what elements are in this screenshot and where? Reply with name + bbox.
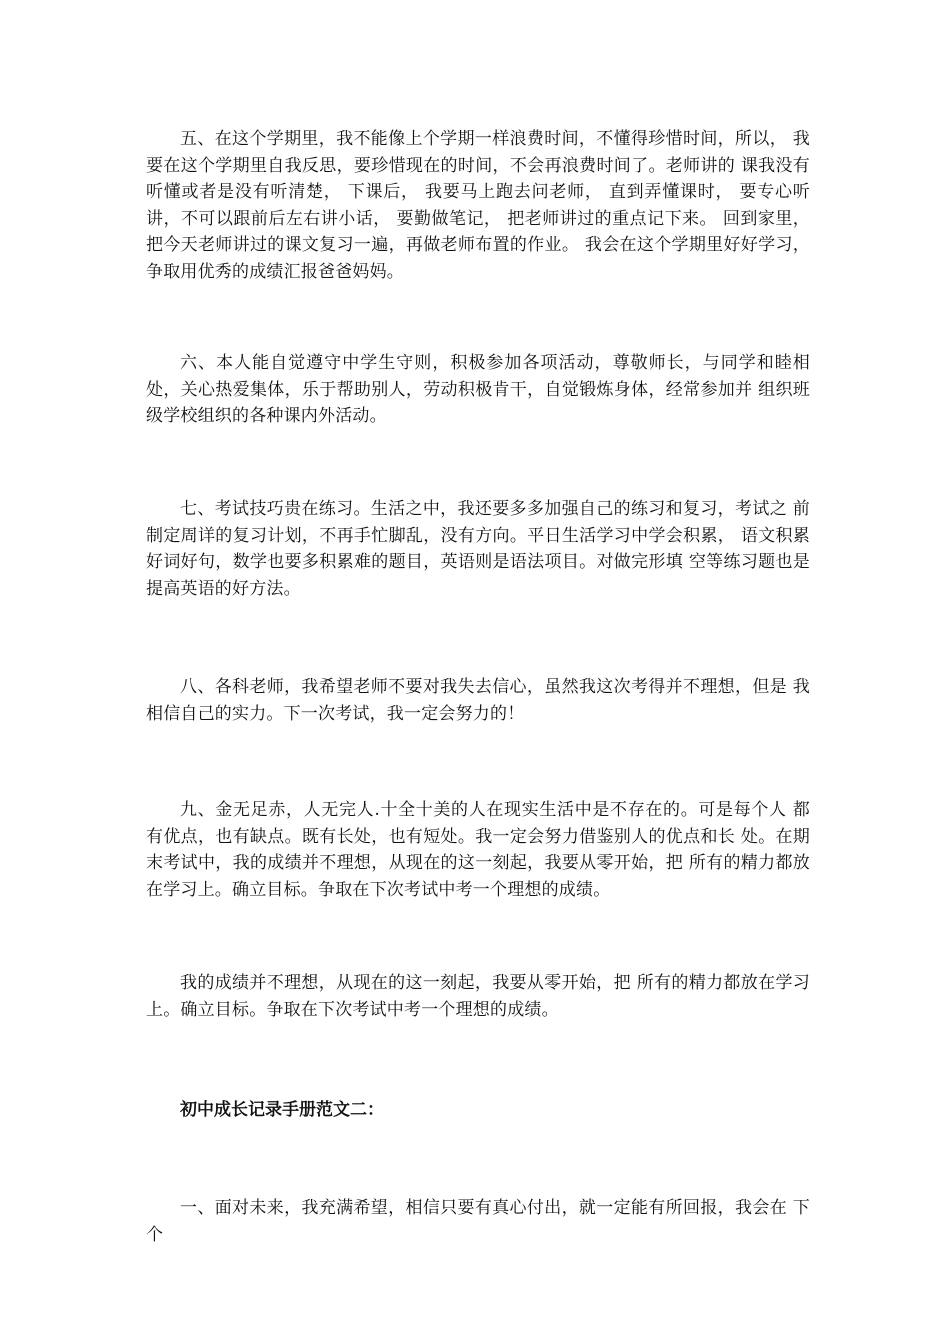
paragraph-nine: 九、金无足赤，人无完人.十全十美的人在现实生活中是不存在的。可是每个人 都有优点，也有缺点。既有长处，也有短处。我一定会努力借鉴别人的优点和长 处。在期末考试中，我的成绩并不理想，从现在的这一刻起，我要从零开始，把 所有的精力都放在学习上。确立目标。争取在下次考试中考一个理想的成绩。 bbox=[146, 800, 810, 900]
paragraph-eight: 八、各科老师，我希望老师不要对我失去信心，虽然我这次考得并不理想，但是 我相信自己的实力。下一次考试，我一定会努力的！ bbox=[146, 677, 810, 724]
paragraph-one: 一、面对未来，我充满希望，相信只要有真心付出，就一定能有所回报，我会在 下个 bbox=[146, 1198, 810, 1245]
paragraph-six: 六、本人能自觉遵守中学生守则，积极参加各项活动，尊敬师长，与同学和睦相 处，关心热爱集体，乐于帮助别人，劳动积极肯干，自觉锻炼身体，经常参加并 组织班级学校组织的各种课内外活动。 bbox=[146, 353, 810, 426]
section-heading: 初中成长记录手册范文二： bbox=[180, 1100, 384, 1120]
paragraph-five: 五、在这个学期里，我不能像上个学期一样浪费时间，不懂得珍惜时间，所以， 我要在这个学期里自我反思，要珍惜现在的时间，不会再浪费时间了。老师讲的 课我没有听懂或者是没有听清楚， 下课后， 我要马上跑去问老师， 直到弄懂课时， 要专心听讲，不可以跟前后左右讲小话， 要勤做笔记， 把老师讲过的重点记下来。 回到家里，把今天老师讲过的课文复习一遍，再做老师布置的作业。 我会在这个学期里好好学习，争取用优秀的成绩汇报爸爸妈妈。 bbox=[146, 129, 810, 282]
paragraph-summary: 我的成绩并不理想，从现在的这一刻起，我要从零开始，把 所有的精力都放在学习上。确立目标。争取在下次考试中考一个理想的成绩。 bbox=[146, 973, 810, 1020]
paragraph-seven: 七、考试技巧贵在练习。生活之中，我还要多多加强自己的练习和复习，考试之 前制定周详的复习计划，不再手忙脚乱，没有方向。平日生活学习中学会积累， 语文积累好词好句，数学也要多积累难的题目，英语则是语法项目。对做完形填 空等练习题也是提高英语的好方法。 bbox=[146, 499, 810, 599]
